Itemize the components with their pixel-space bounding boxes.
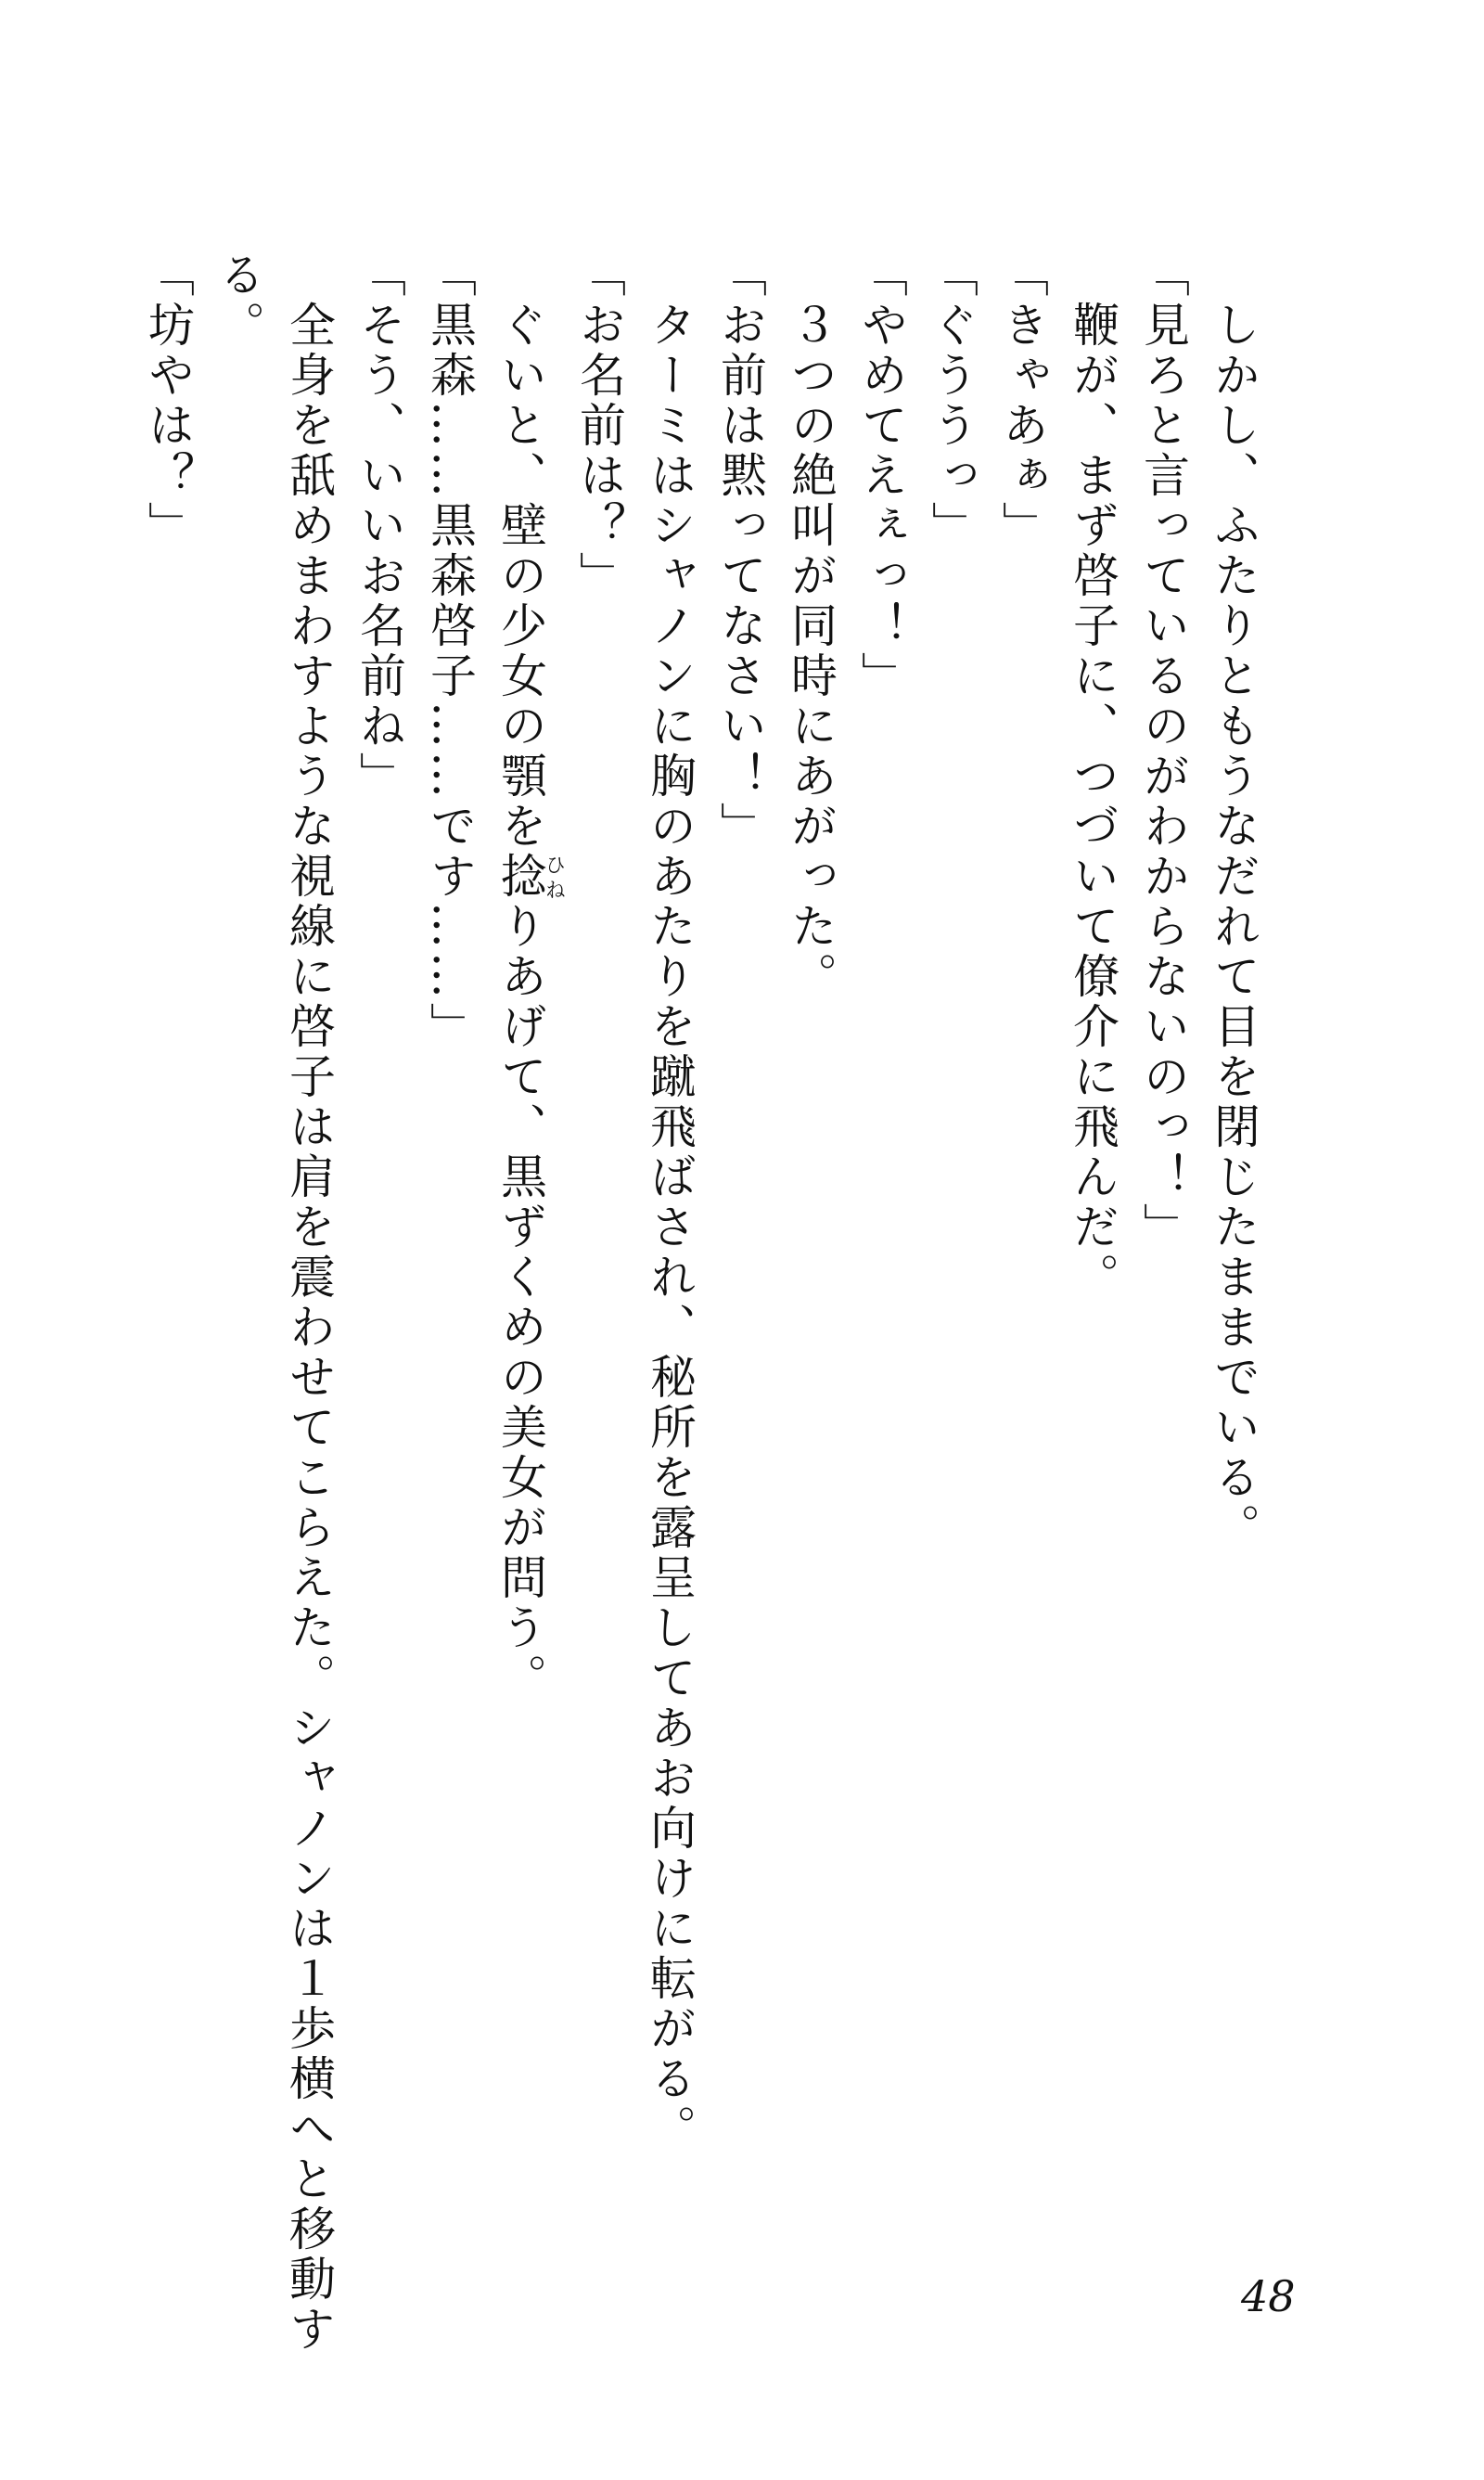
text-paragraph: ぐいと、壁の少女の顎を捻ひねりあげて、黒ずくめの美女が問う。 bbox=[493, 301, 566, 1703]
text-paragraph: 鞭が、まず啓子に、つづいて僚介に飛んだ。 bbox=[1066, 301, 1119, 1303]
text-paragraph: 「お名前は？」 bbox=[572, 251, 626, 601]
text-paragraph: ３つの絶叫が同時にあがった。 bbox=[784, 301, 838, 1002]
text-body bbox=[137, 251, 1269, 2355]
page-number: 48 bbox=[1241, 2271, 1296, 2321]
text-paragraph: 「坊やは？」 bbox=[141, 251, 195, 551]
text-paragraph: 「きゃあぁ」 bbox=[995, 251, 1049, 551]
text-paragraph: 「そう、いいお名前ね」 bbox=[352, 251, 406, 802]
furigana-ruby: 捻ひね bbox=[493, 852, 566, 902]
text-paragraph: 「お前は黙ってなさい！」 bbox=[713, 251, 767, 852]
text-paragraph: しかし、ふたりともうなだれて目を閉じたままでいる。 bbox=[1207, 301, 1260, 1553]
text-paragraph: 「やめてえぇっ！」 bbox=[854, 251, 908, 701]
text-paragraph: 「見ろと言っているのがわからないのっ！」 bbox=[1136, 251, 1190, 1253]
text-paragraph: 「黒森……黒森啓子……です……」 bbox=[423, 251, 477, 1052]
text-paragraph: 「ぐううっ」 bbox=[925, 251, 979, 551]
text-paragraph: ターミはシャノンに胸のあたりを蹴飛ばされ、秘所を露呈してあお向けに転がる。 bbox=[643, 301, 697, 2154]
text-paragraph: 全身を舐めまわすような視線に啓子は肩を震わせてこらえた。シャノンは１歩横へと移動する。 bbox=[211, 251, 336, 2355]
